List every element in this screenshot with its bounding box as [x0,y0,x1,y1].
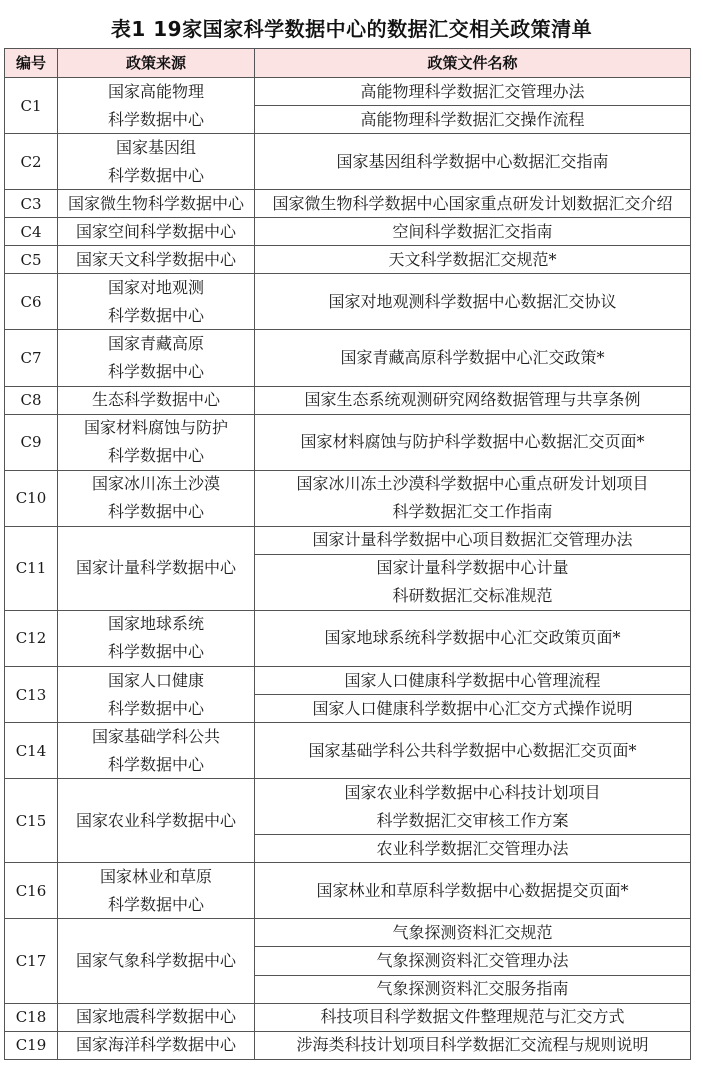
policy-source-cell [58,667,255,723]
policy-document-line: 国家计量科学数据中心计量 [376,558,569,578]
column-header-label: 编号 [15,54,46,72]
policy-source-cell [58,190,255,218]
policy-document-cell [255,976,691,1004]
policy-source-cell [58,611,255,667]
policy-source-cell [58,1004,255,1032]
policy-source-line: 国家天文科学数据中心 [75,249,236,269]
policy-document-line: 国家微生物科学数据中心国家重点研发计划数据汇交介绍 [272,193,673,213]
row-id: C1 [20,96,42,115]
policy-document-line: 涉海类科技计划项目科学数据汇交流程与规则说明 [296,1035,649,1055]
policy-document-cell [255,695,691,723]
policy-document-line: 农业科学数据汇交管理办法 [376,838,569,858]
policy-document-cell [255,415,691,471]
policy-document-cell [255,1004,691,1032]
policy-document-line: 国家计量科学数据中心项目数据汇交管理办法 [312,530,633,550]
policy-source-line: 科学数据中心 [107,305,204,325]
column-header-id [5,49,58,78]
policy-source-cell [58,274,255,330]
row-id: C3 [20,194,42,213]
policy-document-line: 国家生态系统观测研究网络数据管理与共享条例 [304,390,641,410]
row-id-cell [5,274,58,330]
policy-source-cell [58,134,255,190]
row-id-cell [5,1004,58,1032]
policy-source-line: 科学数据中心 [107,165,204,185]
policy-document-cell [255,190,691,218]
column-header-label: 政策文件名称 [427,54,518,72]
row-id: C2 [20,152,42,171]
policy-document-line: 气象探测资料汇交管理办法 [376,950,569,970]
policy-document-cell [255,78,691,106]
policy-document-cell [255,134,691,190]
policy-document-line: 国家基础学科公共科学数据中心数据汇交页面* [308,740,637,760]
policy-source-cell [58,527,255,611]
policy-document-cell [255,246,691,274]
policy-source-line: 生态科学数据中心 [91,390,220,410]
column-header-source [58,49,255,78]
row-id-cell [5,779,58,863]
row-id-cell [5,415,58,471]
policy-document-cell [255,835,691,863]
row-id-cell [5,667,58,723]
policy-source-cell [58,218,255,246]
policy-source-cell [58,723,255,779]
row-id-cell [5,863,58,919]
row-id-cell [5,134,58,190]
policy-source-line: 国家地球系统 [107,614,204,634]
policy-source-cell [58,779,255,863]
policy-document-cell [255,555,691,611]
policy-source-line: 科学数据中心 [107,446,204,466]
policy-document-line: 国家冰川冻土沙漠科学数据中心重点研发计划项目 [296,474,649,494]
row-id: C14 [15,741,47,760]
policy-document-cell [255,611,691,667]
row-id-cell [5,387,58,415]
row-id-cell [5,527,58,611]
policy-document-cell [255,274,691,330]
policy-document-line: 空间科学数据汇交指南 [392,221,553,241]
policy-source-line: 国家青藏高原 [107,333,204,353]
row-id-cell [5,218,58,246]
policy-source-line: 国家气象科学数据中心 [75,950,236,970]
policy-table [4,48,691,1060]
policy-source-cell [58,330,255,386]
row-id: C10 [15,489,47,508]
policy-source-line: 科学数据中心 [107,109,204,129]
policy-source-line: 科学数据中心 [107,754,204,774]
row-id: C11 [15,559,47,578]
policy-document-line: 国家对地观测科学数据中心数据汇交协议 [328,291,617,311]
row-id-cell [5,1032,58,1060]
policy-source-line: 科学数据中心 [107,698,204,718]
row-id: C6 [20,292,42,311]
policy-document-cell [255,218,691,246]
policy-document-line: 国家基因组科学数据中心数据汇交指南 [336,151,609,171]
policy-source-line: 国家地震科学数据中心 [75,1007,236,1027]
row-id-cell [5,919,58,1003]
policy-document-line: 国家林业和草原科学数据中心数据提交页面* [316,880,629,900]
policy-document-line: 科研数据汇交标准规范 [392,586,553,606]
row-id: C7 [20,348,42,367]
policy-source-cell [58,78,255,134]
policy-source-line: 国家人口健康 [107,670,204,690]
policy-document-line: 高能物理科学数据汇交操作流程 [360,109,585,129]
policy-document-line: 国家青藏高原科学数据中心汇交政策* [340,347,605,367]
policy-document-cell [255,471,691,527]
policy-document-line: 科学数据汇交工作指南 [392,502,553,522]
row-id-cell [5,611,58,667]
policy-source-cell [58,246,255,274]
policy-document-cell [255,387,691,415]
policy-document-line: 国家地球系统科学数据中心汇交政策页面* [324,628,621,648]
row-id-cell [5,190,58,218]
policy-source-line: 国家对地观测 [107,277,204,297]
row-id: C4 [20,222,42,241]
policy-source-line: 科学数据中心 [107,361,204,381]
row-id-cell [5,723,58,779]
row-id: C8 [20,391,42,410]
policy-source-line: 国家冰川冻土沙漠 [91,474,220,494]
policy-document-line: 国家农业科学数据中心科技计划项目 [344,782,601,802]
policy-source-line: 国家空间科学数据中心 [75,221,236,241]
policy-document-cell [255,1032,691,1060]
policy-document-line: 科技项目科学数据文件整理规范与汇交方式 [320,1007,625,1027]
policy-source-cell [58,1032,255,1060]
policy-source-line: 国家海洋科学数据中心 [75,1035,236,1055]
column-header-label: 政策来源 [125,54,186,72]
policy-source-line: 国家农业科学数据中心 [75,810,236,830]
policy-document-cell [255,106,691,134]
policy-document-line: 科学数据汇交审核工作方案 [376,810,569,830]
policy-source-line: 科学数据中心 [107,894,204,914]
policy-source-cell [58,471,255,527]
row-id: C9 [20,433,42,452]
policy-document-cell [255,779,691,835]
policy-source-line: 国家微生物科学数据中心 [67,193,244,213]
row-id-cell [5,246,58,274]
policy-source-line: 国家林业和草原 [99,866,212,886]
policy-source-line: 国家材料腐蚀与防护 [83,418,228,438]
row-id: C18 [15,1008,47,1027]
policy-document-cell [255,723,691,779]
policy-document-line: 国家材料腐蚀与防护科学数据中心数据汇交页面* [300,432,645,452]
policy-document-cell [255,667,691,695]
policy-document-line: 国家人口健康科学数据中心管理流程 [344,670,601,690]
row-id: C17 [15,951,47,970]
row-id: C19 [15,1036,47,1055]
row-id-cell [5,471,58,527]
row-id: C5 [20,250,42,269]
policy-document-line: 气象探测资料汇交服务指南 [376,979,569,999]
policy-source-line: 科学数据中心 [107,502,204,522]
row-id: C16 [15,881,47,900]
policy-document-line: 天文科学数据汇交规范* [388,249,557,269]
row-id-cell [5,330,58,386]
policy-source-line: 国家基础学科公共 [91,726,220,746]
row-id: C15 [15,811,47,830]
policy-document-line: 气象探测资料汇交规范 [392,922,553,942]
policy-document-cell [255,947,691,975]
policy-source-cell [58,863,255,919]
policy-source-cell [58,919,255,1003]
policy-document-line: 高能物理科学数据汇交管理办法 [360,81,585,101]
column-header-document [255,49,691,78]
policy-document-cell [255,863,691,919]
policy-source-line: 国家高能物理 [107,81,204,101]
policy-document-cell [255,919,691,947]
policy-document-line: 国家人口健康科学数据中心汇交方式操作说明 [312,698,633,718]
policy-document-cell [255,527,691,555]
policy-source-line: 国家计量科学数据中心 [75,558,236,578]
row-id-cell [5,78,58,134]
policy-source-line: 科学数据中心 [107,642,204,662]
policy-document-cell [255,330,691,386]
table-title: 表1 19家国家科学数据中心的数据汇交相关政策清单 [110,17,593,41]
policy-source-cell [58,415,255,471]
policy-source-line: 国家基因组 [115,137,196,157]
policy-source-cell [58,387,255,415]
row-id: C13 [15,685,47,704]
row-id: C12 [15,629,47,648]
